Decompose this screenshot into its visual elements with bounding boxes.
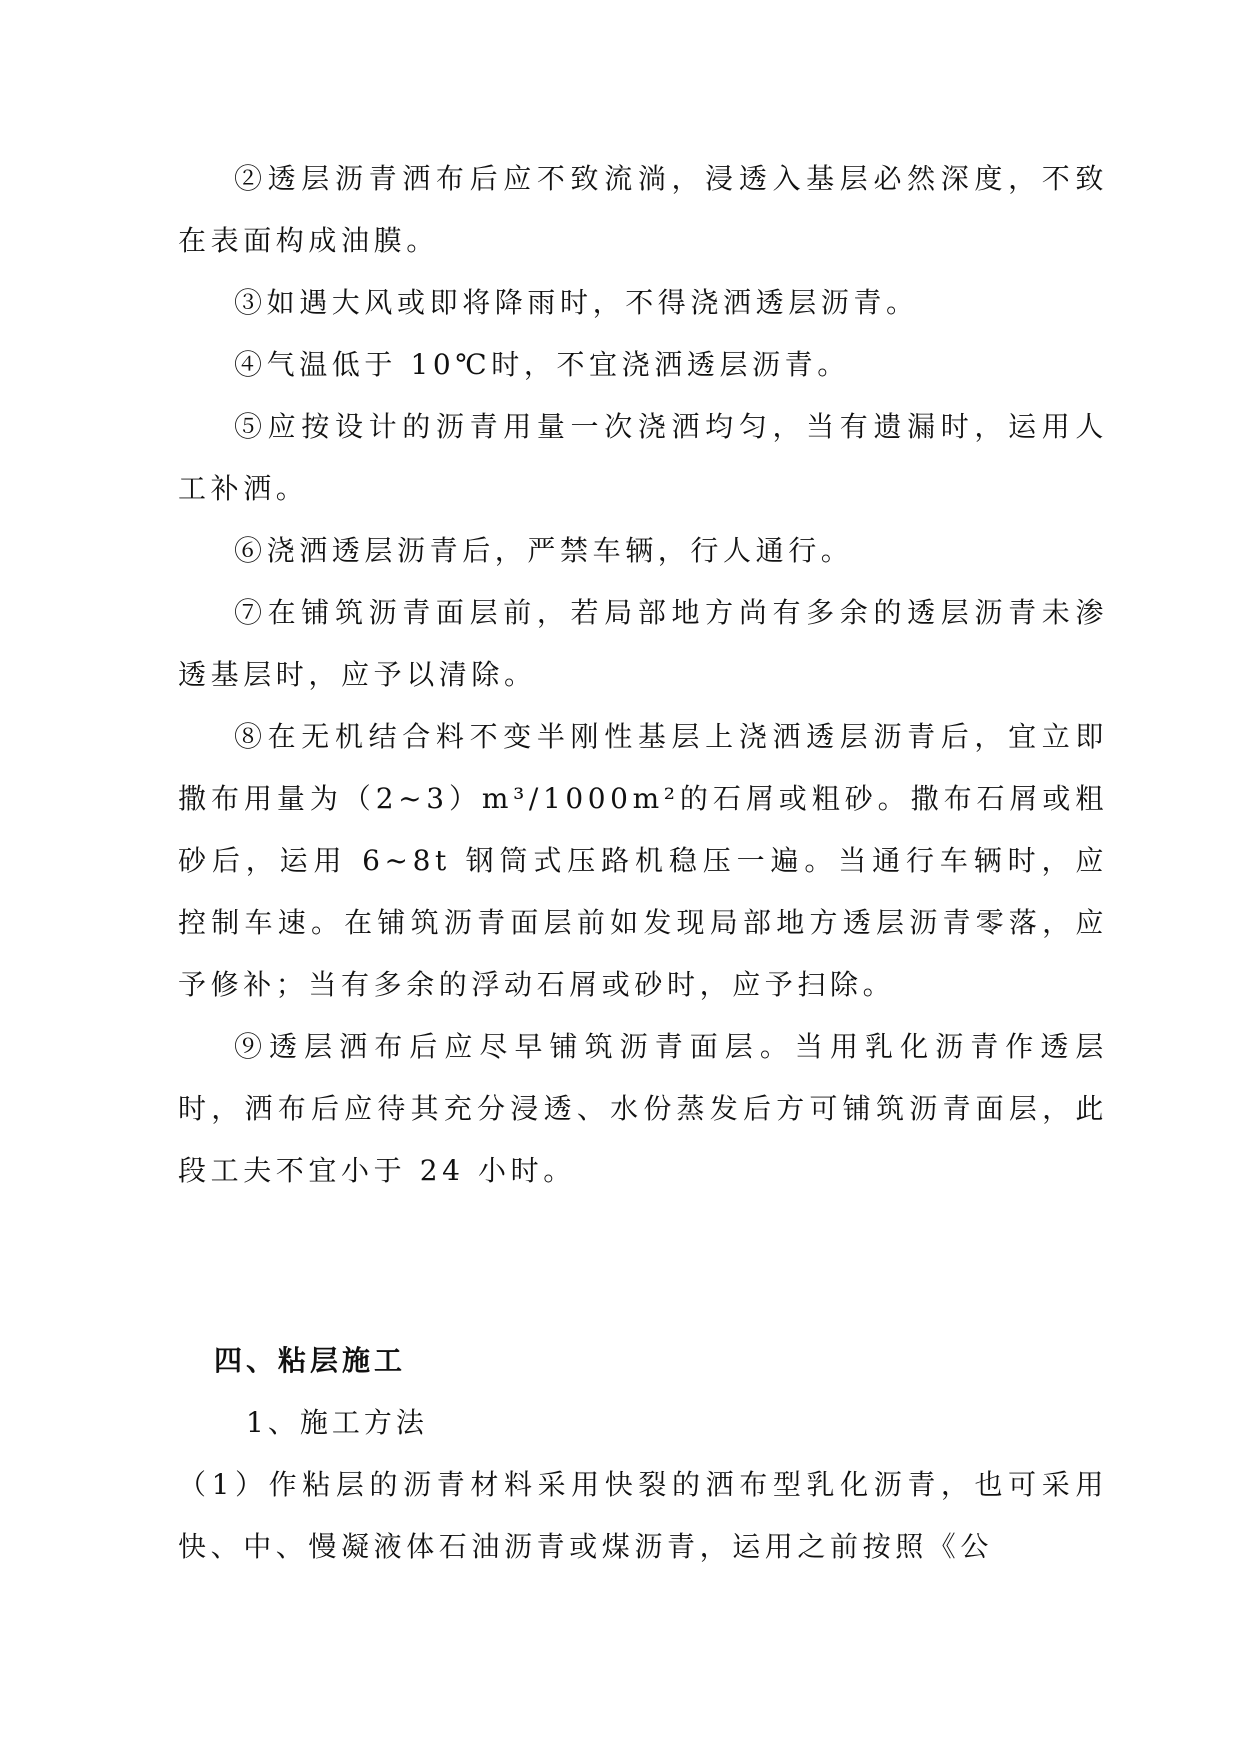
section-heading: 四、粘层施工 xyxy=(214,1344,407,1377)
document-body xyxy=(178,148,1108,1578)
paragraph-item-3: ③如遇大风或即将降雨时，不得浇洒透层沥青。 xyxy=(234,286,919,319)
paragraph-item-6: ⑥浇洒透层沥青后，严禁车辆，行人通行。 xyxy=(234,534,854,567)
paragraph-item-5: ⑤应按设计的沥青用量一次浇洒均匀，当有遗漏时，运用人工补洒。 xyxy=(178,410,1108,505)
paragraph-item-2: ②透层沥青洒布后应不致流淌，浸透入基层必然深度，不致在表面构成油膜。 xyxy=(178,162,1108,257)
paragraph-item-8: ⑧在无机结合料不变半刚性基层上浇洒透层沥青后，宜立即撒布用量为（2~3）m³/1000m²的石屑或粗砂。撒布石屑或粗砂后，运用 6~8t 钢筒式压路机稳压一遍。当通行车辆时，应控制车速。在铺筑沥青面层前如发现局部地方透层沥青零落，应予修补；当有多余的浮动石屑或砂时，应予扫除。 xyxy=(178,720,1108,1001)
section-paragraph: （1）作粘层的沥青材料采用快裂的洒布型乳化沥青，也可采用快、中、慢凝液体石油沥青或煤沥青，运用之前按照《公 xyxy=(178,1468,1108,1563)
paragraph-item-4: ④气温低于 10℃时，不宜浇洒透层沥青。 xyxy=(234,348,850,381)
paragraph-item-9: ⑨透层洒布后应尽早铺筑沥青面层。当用乳化沥青作透层时，洒布后应待其充分浸透、水份蒸发后方可铺筑沥青面层，此段工夫不宜小于 24 小时。 xyxy=(178,1030,1108,1187)
section-subheading: 1、施工方法 xyxy=(246,1406,428,1439)
paragraph-item-7: ⑦在铺筑沥青面层前，若局部地方尚有多余的透层沥青未渗透基层时，应予以清除。 xyxy=(178,596,1108,691)
section-spacer xyxy=(178,1202,1108,1330)
